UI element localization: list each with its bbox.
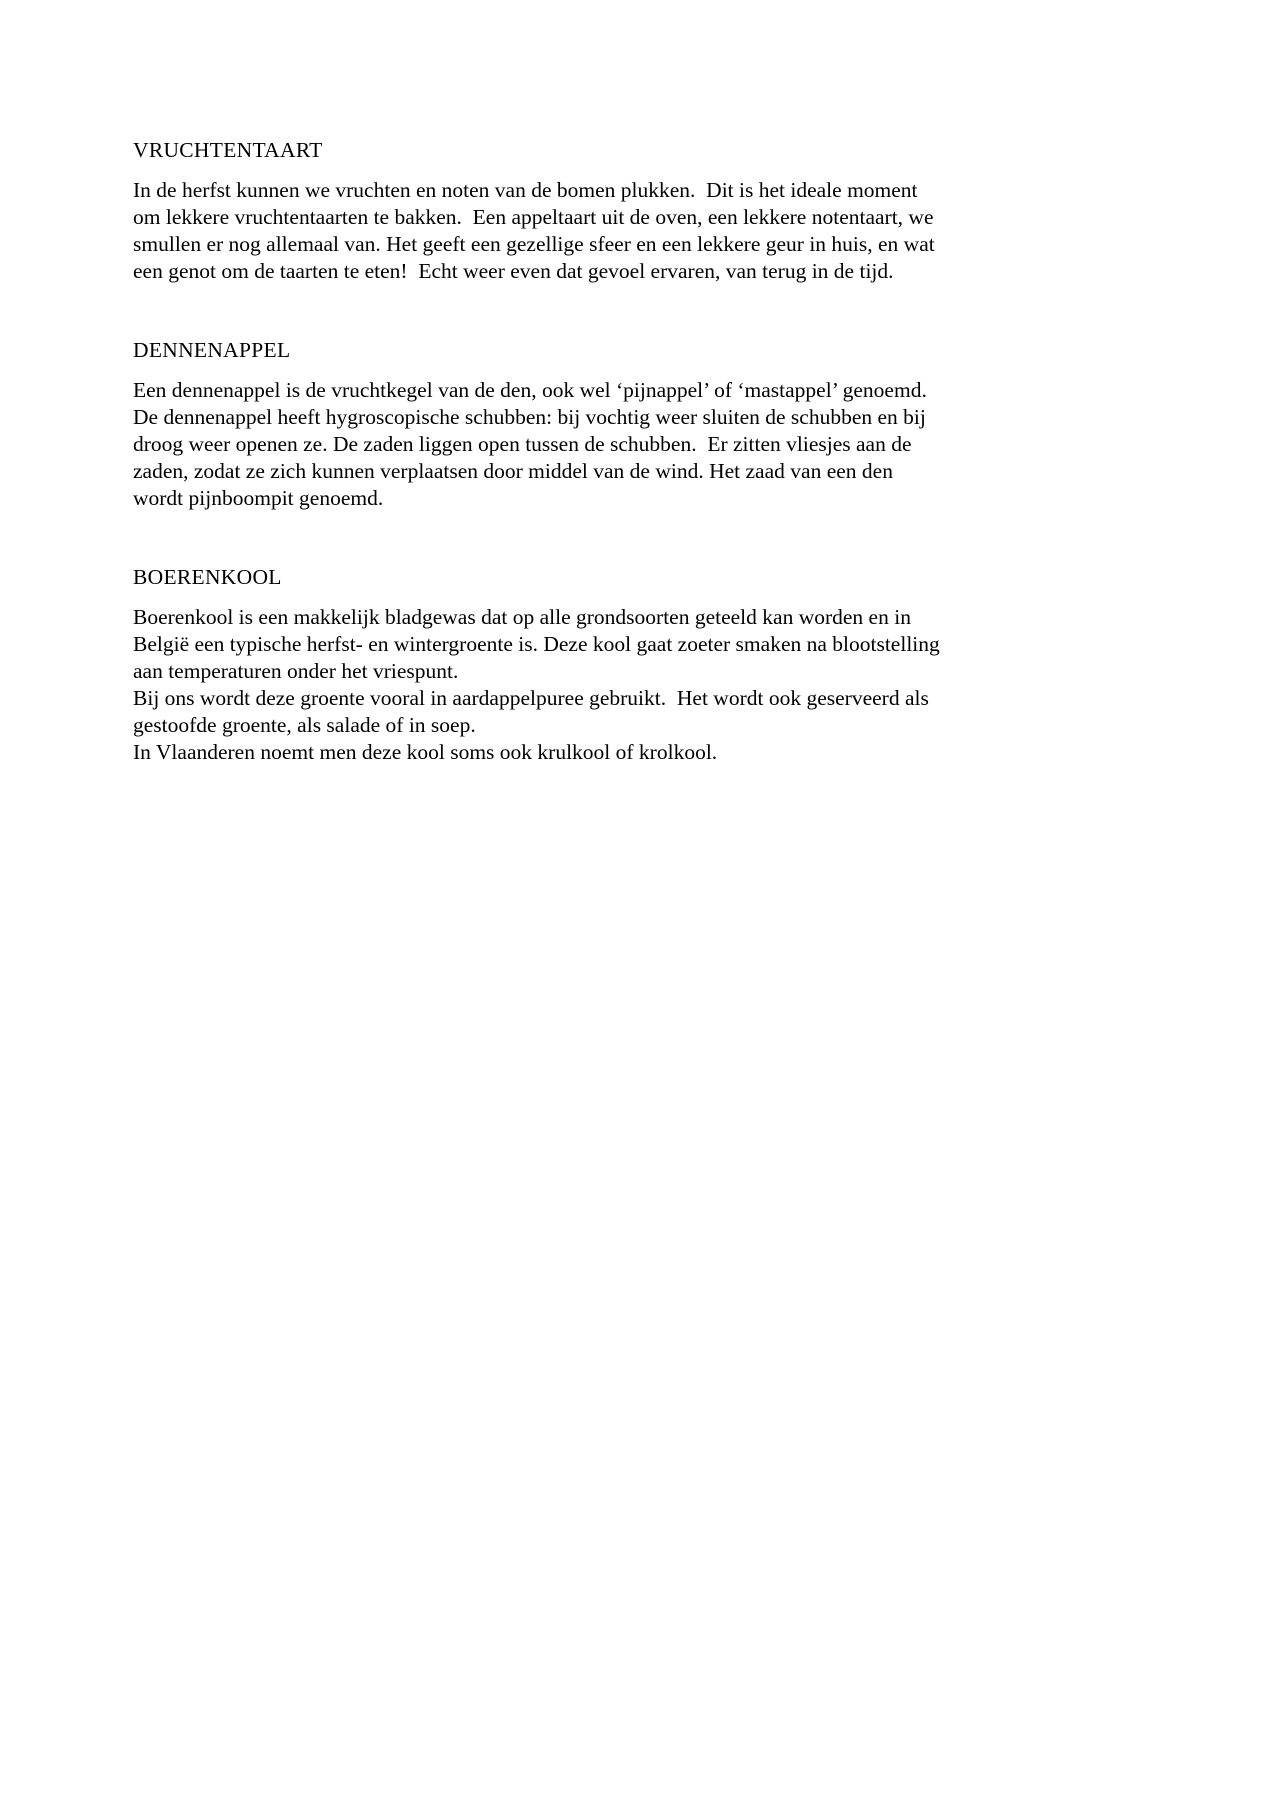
text-line: Bij ons wordt deze groente vooral in aardappelpuree gebruikt. Het wordt ook geserveerd als	[133, 686, 929, 710]
text-line: België een typische herfst- en wintergroente is. Deze kool gaat zoeter smaken na blootstelling	[133, 632, 940, 656]
text-line: om lekkere vruchtentaarten te bakken. Een appeltaart uit de oven, een lekkere notentaart, we	[133, 205, 934, 229]
text-line: Boerenkool is een makkelijk bladgewas dat op alle grondsoorten geteeld kan worden en in	[133, 605, 911, 629]
text-line: In Vlaanderen noemt men deze kool soms ook krulkool of krolkool.	[133, 740, 718, 764]
text-line: De dennenappel heeft hygroscopische schubben: bij vochtig weer sluiten de schubben en bij	[133, 405, 926, 429]
text-line: smullen er nog allemaal van. Het geeft een gezellige sfeer en een lekkere geur in huis, en wat	[133, 232, 935, 256]
section-heading-boerenkool: BOERENKOOL	[133, 565, 282, 589]
paragraph	[133, 177, 1160, 285]
text-line: wordt pijnboompit genoemd.	[133, 486, 384, 510]
paragraph	[133, 377, 1160, 512]
text-line: een genot om de taarten te eten! Echt weer even dat gevoel ervaren, van terug in de tijd.	[133, 259, 894, 283]
section-vruchtentaart	[133, 137, 1160, 285]
text-line: gestoofde groente, als salade of in soep.	[133, 713, 476, 737]
text-line: droog weer openen ze. De zaden liggen open tussen de schubben. Er zitten vliesjes aan de	[133, 432, 912, 456]
paragraph	[133, 685, 1160, 739]
text-line: aan temperaturen onder het vriespunt.	[133, 659, 459, 683]
text-line: zaden, zodat ze zich kunnen verplaatsen door middel van de wind. Het zaad van een den	[133, 459, 893, 483]
text-line: Een dennenappel is de vruchtkegel van de den, ook wel ‘pijnappel’ of ‘mastappel’ genoemd.	[133, 378, 927, 402]
paragraph	[133, 604, 1160, 685]
section-boerenkool	[133, 564, 1160, 766]
section-dennenappel	[133, 337, 1160, 512]
section-heading-dennenappel: DENNENAPPEL	[133, 338, 291, 362]
paragraph	[133, 739, 1160, 766]
text-line: In de herfst kunnen we vruchten en noten van de bomen plukken. Dit is het ideale moment	[133, 178, 918, 202]
section-heading-vruchtentaart: VRUCHTENTAART	[133, 138, 323, 162]
